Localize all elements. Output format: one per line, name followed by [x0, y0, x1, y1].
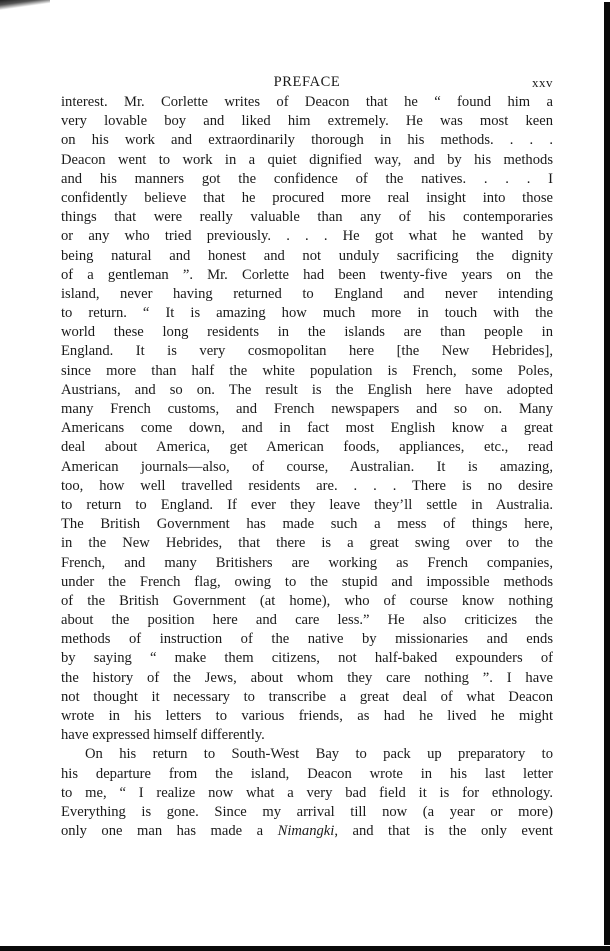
text-line: On his return to South-West Bay to pack up preparatory to: [85, 746, 553, 763]
scan-edge-shadow: [0, 0, 50, 10]
text-line: French, and many Britishers are working as French companies,: [61, 554, 553, 571]
text-line: on his work and extraordinarily thorough in his methods. . . .: [61, 132, 553, 149]
text-run: only one man has made a: [61, 823, 278, 840]
text-line: American journals—also, of course, Australian. It is amazing,: [61, 458, 553, 475]
text-line: too, how well travelled residents are. . . . There is no desire: [61, 477, 553, 494]
text-line: his departure from the island, Deacon wrote in his last letter: [61, 765, 553, 782]
text-line: to me, “ I realize now what a very bad field it is for ethnology.: [61, 784, 553, 801]
italic-term: Nimangki: [277, 823, 335, 840]
text-line: by saying “ make them citizens, not half-baked expounders of: [61, 650, 553, 667]
text-line: [61, 822, 553, 841]
text-line: in the New Hebrides, that there is a great swing over to the: [61, 535, 553, 552]
scan-border-bottom: [0, 946, 610, 951]
text-line: since more than half the white population is French, some Poles,: [61, 362, 553, 379]
text-line: methods of instruction of the native by missionaries and ends: [61, 631, 553, 648]
text-line: Everything is gone. Since my arrival till now (a year or more): [61, 803, 553, 820]
text-line: about the position here and care less.” He also criticizes the: [61, 612, 553, 629]
text-line: being natural and honest and not unduly sacrificing the dignity: [61, 247, 553, 264]
paragraph-2: [61, 745, 553, 841]
text-line: Deacon went to work in a quiet dignified way, and by his methods: [61, 151, 553, 168]
paragraph-1: [61, 93, 553, 745]
text-line: Americans come down, and in fact most English know a great: [61, 420, 553, 437]
text-line: of a gentleman ”. Mr. Corlette had been twenty-five years on the: [61, 266, 553, 283]
text-line: The British Government has made such a mess of things here,: [61, 516, 553, 533]
text-line: to return to England. If ever they leave they’ll settle in Australia.: [61, 496, 553, 513]
text-line: and his manners got the confidence of the natives. . . . I: [61, 170, 553, 187]
text-line: many French customs, and French newspapers and so on. Many: [61, 401, 553, 417]
text-line: world these long residents in the islands are than people in: [61, 324, 553, 341]
page-header: [61, 74, 553, 92]
text-line: have expressed himself differently.: [61, 727, 265, 744]
text-line: deal about America, get American foods, appliances, etc., read: [61, 439, 553, 456]
text-line: very lovable boy and liked him extremely. He was most keen: [61, 113, 553, 130]
body-text: [61, 93, 553, 841]
text-line: England. It is very cosmopolitan here [the New Hebrides],: [61, 343, 553, 360]
text-run: , and that is the only event: [334, 823, 553, 840]
text-line: interest. Mr. Corlette writes of Deacon that he “ found him a: [61, 94, 553, 110]
text-line: island, never having returned to England and never intending: [61, 285, 553, 302]
text-line: confidently believe that he procured more real insight into those: [61, 189, 553, 206]
text-line: not thought it necessary to transcribe a great deal of what Deacon: [61, 688, 553, 705]
text-line: or any who tried previously. . . . He got what he wanted by: [61, 228, 553, 245]
text-line: of the British Government (at home), who of course know nothing: [61, 592, 553, 609]
text-line: wrote in his letters to various friends, as had he lived he might: [61, 708, 553, 724]
text-line: under the French flag, owing to the stupid and impossible methods: [61, 573, 553, 590]
text-line: Austrians, and so on. The result is the English here have adopted: [61, 381, 553, 398]
running-title: PREFACE: [273, 74, 341, 90]
text-line: to return. “ It is amazing how much more in touch with the: [61, 305, 553, 322]
text-line: things that were really valuable than any of his contemporaries: [61, 209, 553, 226]
text-line: the history of the Jews, about whom they care nothing ”. I have: [61, 669, 553, 686]
scan-border-right: [604, 2, 610, 945]
page-number: xxv: [532, 75, 553, 90]
